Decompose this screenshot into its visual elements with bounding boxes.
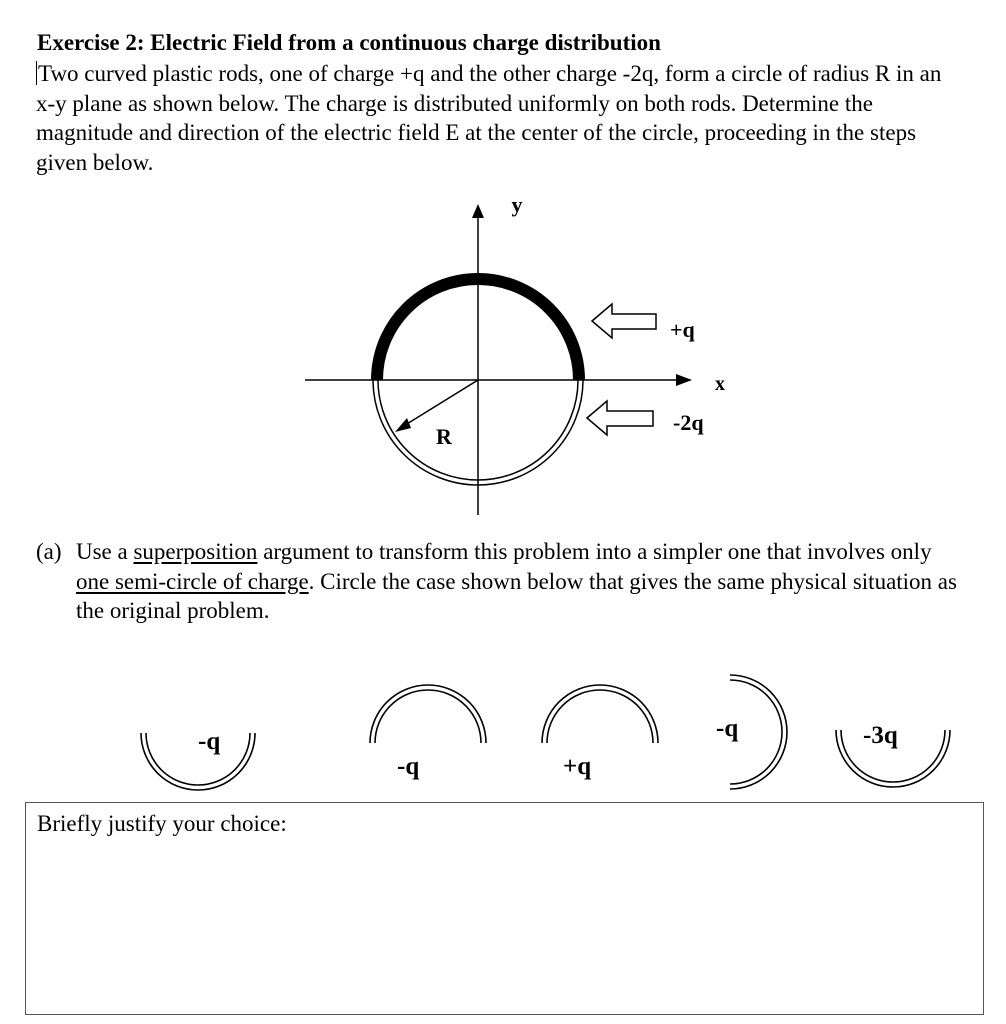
justification-box[interactable]	[25, 802, 984, 1015]
part-a-text-3: . Circle the case shown below that gives the same physical situation as the original problem.	[76, 568, 957, 623]
exercise-intro	[36, 59, 966, 177]
radius-arrowhead	[395, 418, 411, 432]
top-rod-label: +q	[670, 317, 695, 342]
option-3[interactable]	[537, 680, 667, 790]
option-2-label: -q	[397, 753, 420, 780]
option-4-label: -q	[716, 715, 739, 742]
text-cursor	[36, 61, 37, 85]
option-2-arc	[365, 680, 495, 760]
bottom-rod-label: -2q	[673, 410, 704, 435]
part-a-label: (a)	[36, 539, 62, 564]
option-3-arc	[537, 680, 667, 760]
x-axis-label: x	[715, 373, 725, 395]
pointer-arrow-bottom	[587, 401, 653, 435]
option-5[interactable]	[832, 700, 962, 795]
option-5-label: -3q	[863, 722, 898, 749]
y-axis-arrowhead	[472, 204, 484, 218]
pointer-arrow-top	[592, 304, 656, 338]
radius-line	[402, 380, 478, 427]
part-a-underline-semicircle: one semi-circle of charge	[76, 568, 309, 594]
option-1-label: -q	[198, 728, 221, 755]
option-1[interactable]	[135, 700, 265, 795]
exercise-intro-text: Two curved plastic rods, one of charge +q and the other charge -2q, form a circle of radius R in an x-y plane as shown below. The charge is distributed uniformly on both rods. Determine the magnitude and direction of the electric field E at the center of the circle, proceeding in the steps given below.	[36, 61, 942, 175]
option-2[interactable]	[365, 680, 495, 790]
part-a-text-2: argument to transform this problem into a simpler one that involves only	[257, 539, 932, 564]
part-a-text	[76, 537, 966, 626]
part-a-question	[36, 537, 966, 626]
option-3-label: +q	[563, 753, 592, 780]
y-axis-label: y	[511, 192, 523, 217]
exercise-title: Exercise 2: Electric Field from a continuous charge distribution	[37, 30, 661, 55]
option-4[interactable]	[705, 670, 800, 795]
radius-label: R	[436, 424, 452, 449]
x-axis-arrowhead	[676, 374, 692, 386]
part-a-text-1: Use a	[76, 539, 134, 564]
justification-prompt: Briefly justify your choice:	[37, 811, 287, 836]
part-a-underline-superposition: superposition	[133, 539, 258, 564]
main-figure	[290, 190, 740, 525]
